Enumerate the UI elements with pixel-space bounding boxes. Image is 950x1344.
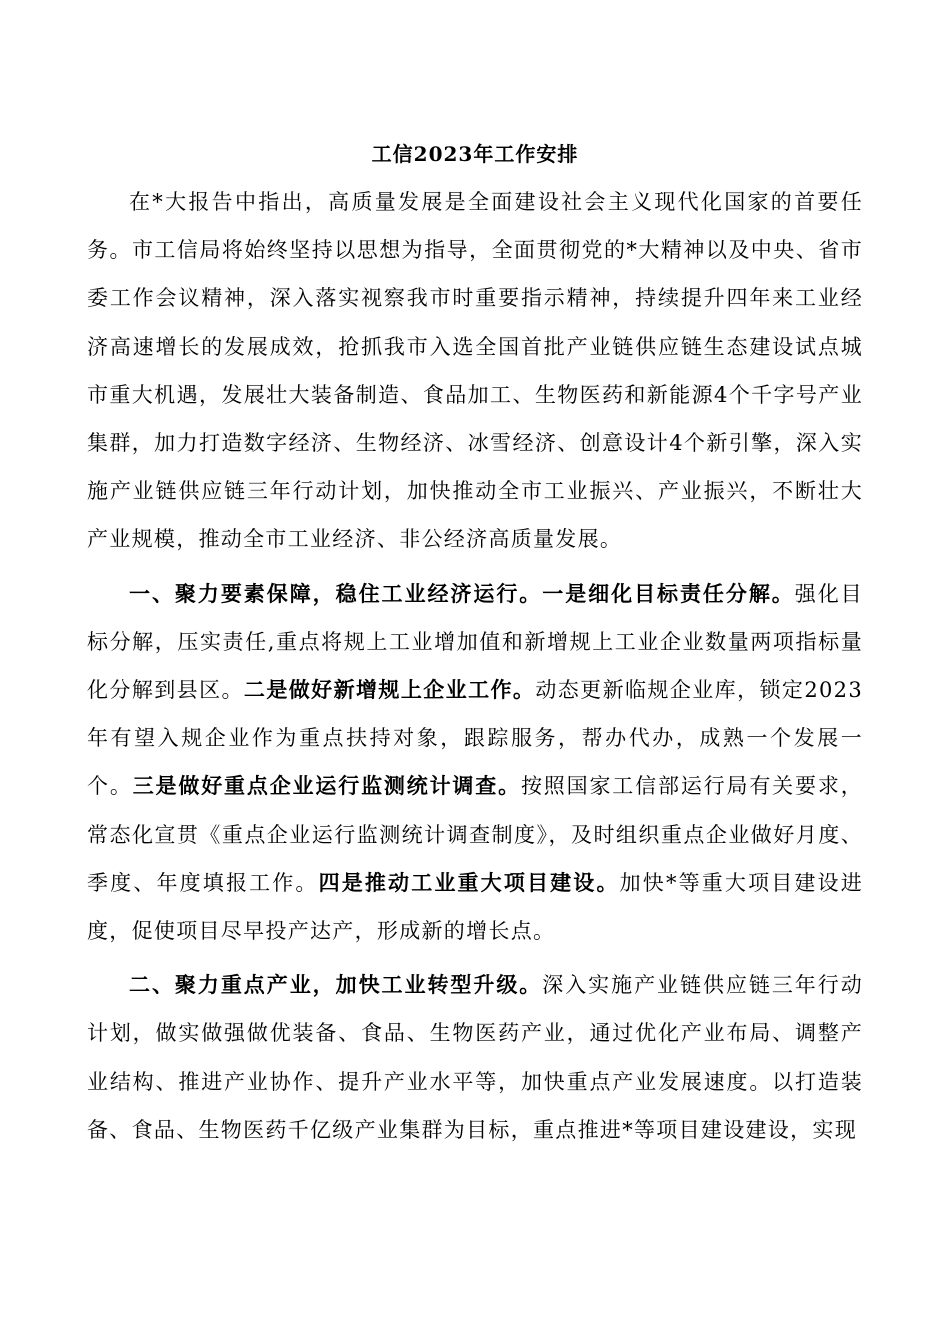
section-1-item-2-title: 二是做好新增规上企业工作。 (243, 677, 536, 703)
section-2-paragraph (87, 961, 863, 1154)
intro-paragraph: 在*大报告中指出，高质量发展是全面建设社会主义现代化国家的首要任务。市工信局将始终坚持以思想为指导，全面贯彻党的*大精神以及中央、省市委工作会议精神，深入落实视察我市时重要指示精神，持续提升四年来工业经济高速增长的发展成效，抢抓我市入选全国首批产业链供应链生态建设试点城市重大机遇，发展壮大装备制造、食品加工、生物医药和新能源4个千字号产业集群，加力打造数字经济、生物经济、冰雪经济、创意设计4个新引擎，深入实施产业链供应链三年行动计划，加快推动全市工业振兴、产业振兴，不断壮大产业规模，推动全市工业经济、非公经济高质量发展。 (87, 190, 863, 552)
section-1-item-1-text: 强化目标分解，压实责任,重点将规上工业增加值和新增规上工业企业数量两项指标量化分解到县区。 (87, 581, 863, 703)
section-2-heading: 二、聚力重点产业，加快工业转型升级。 (129, 972, 543, 998)
document-page (87, 130, 863, 1154)
section-1-paragraph (87, 570, 863, 956)
section-1-item-3-title: 三是做好重点企业运行监测统计调查。 (132, 773, 521, 799)
section-1-item-2-text: 动态更新临规企业库，锁定2023年有望入规企业作为重点扶持对象，跟踪服务，帮办代办，成熟一个发展一个。 (87, 678, 863, 799)
section-1-item-4-text: 加快*等重大项目建设进度，促使项目尽早投产达产，形成新的增长点。 (87, 870, 863, 944)
section-1-item-1-title: 一是细化目标责任分解。 (542, 580, 795, 606)
section-2-text: 深入实施产业链供应链三年行动计划，做实做强做优装备、食品、生物医药产业，通过优化产业布局、调整产业结构、推进产业协作、提升产业水平等，加快重点产业发展速度。以打造装备、食品、生物医药千亿级产业集群为目标，重点推进*等项目建设建设，实现 (87, 973, 863, 1142)
section-1-item-4-title: 四是推动工业重大项目建设。 (318, 869, 620, 895)
section-1-item-3-text: 按照国家工信部运行局有关要求，常态化宣贯《重点企业运行监测统计调查制度》，及时组织重点企业做好月度、季度、年度填报工作。 (87, 774, 863, 895)
document-title: 工信2023年工作安排 (371, 142, 579, 166)
section-1-heading: 一、聚力要素保障，稳住工业经济运行。 (129, 580, 543, 606)
